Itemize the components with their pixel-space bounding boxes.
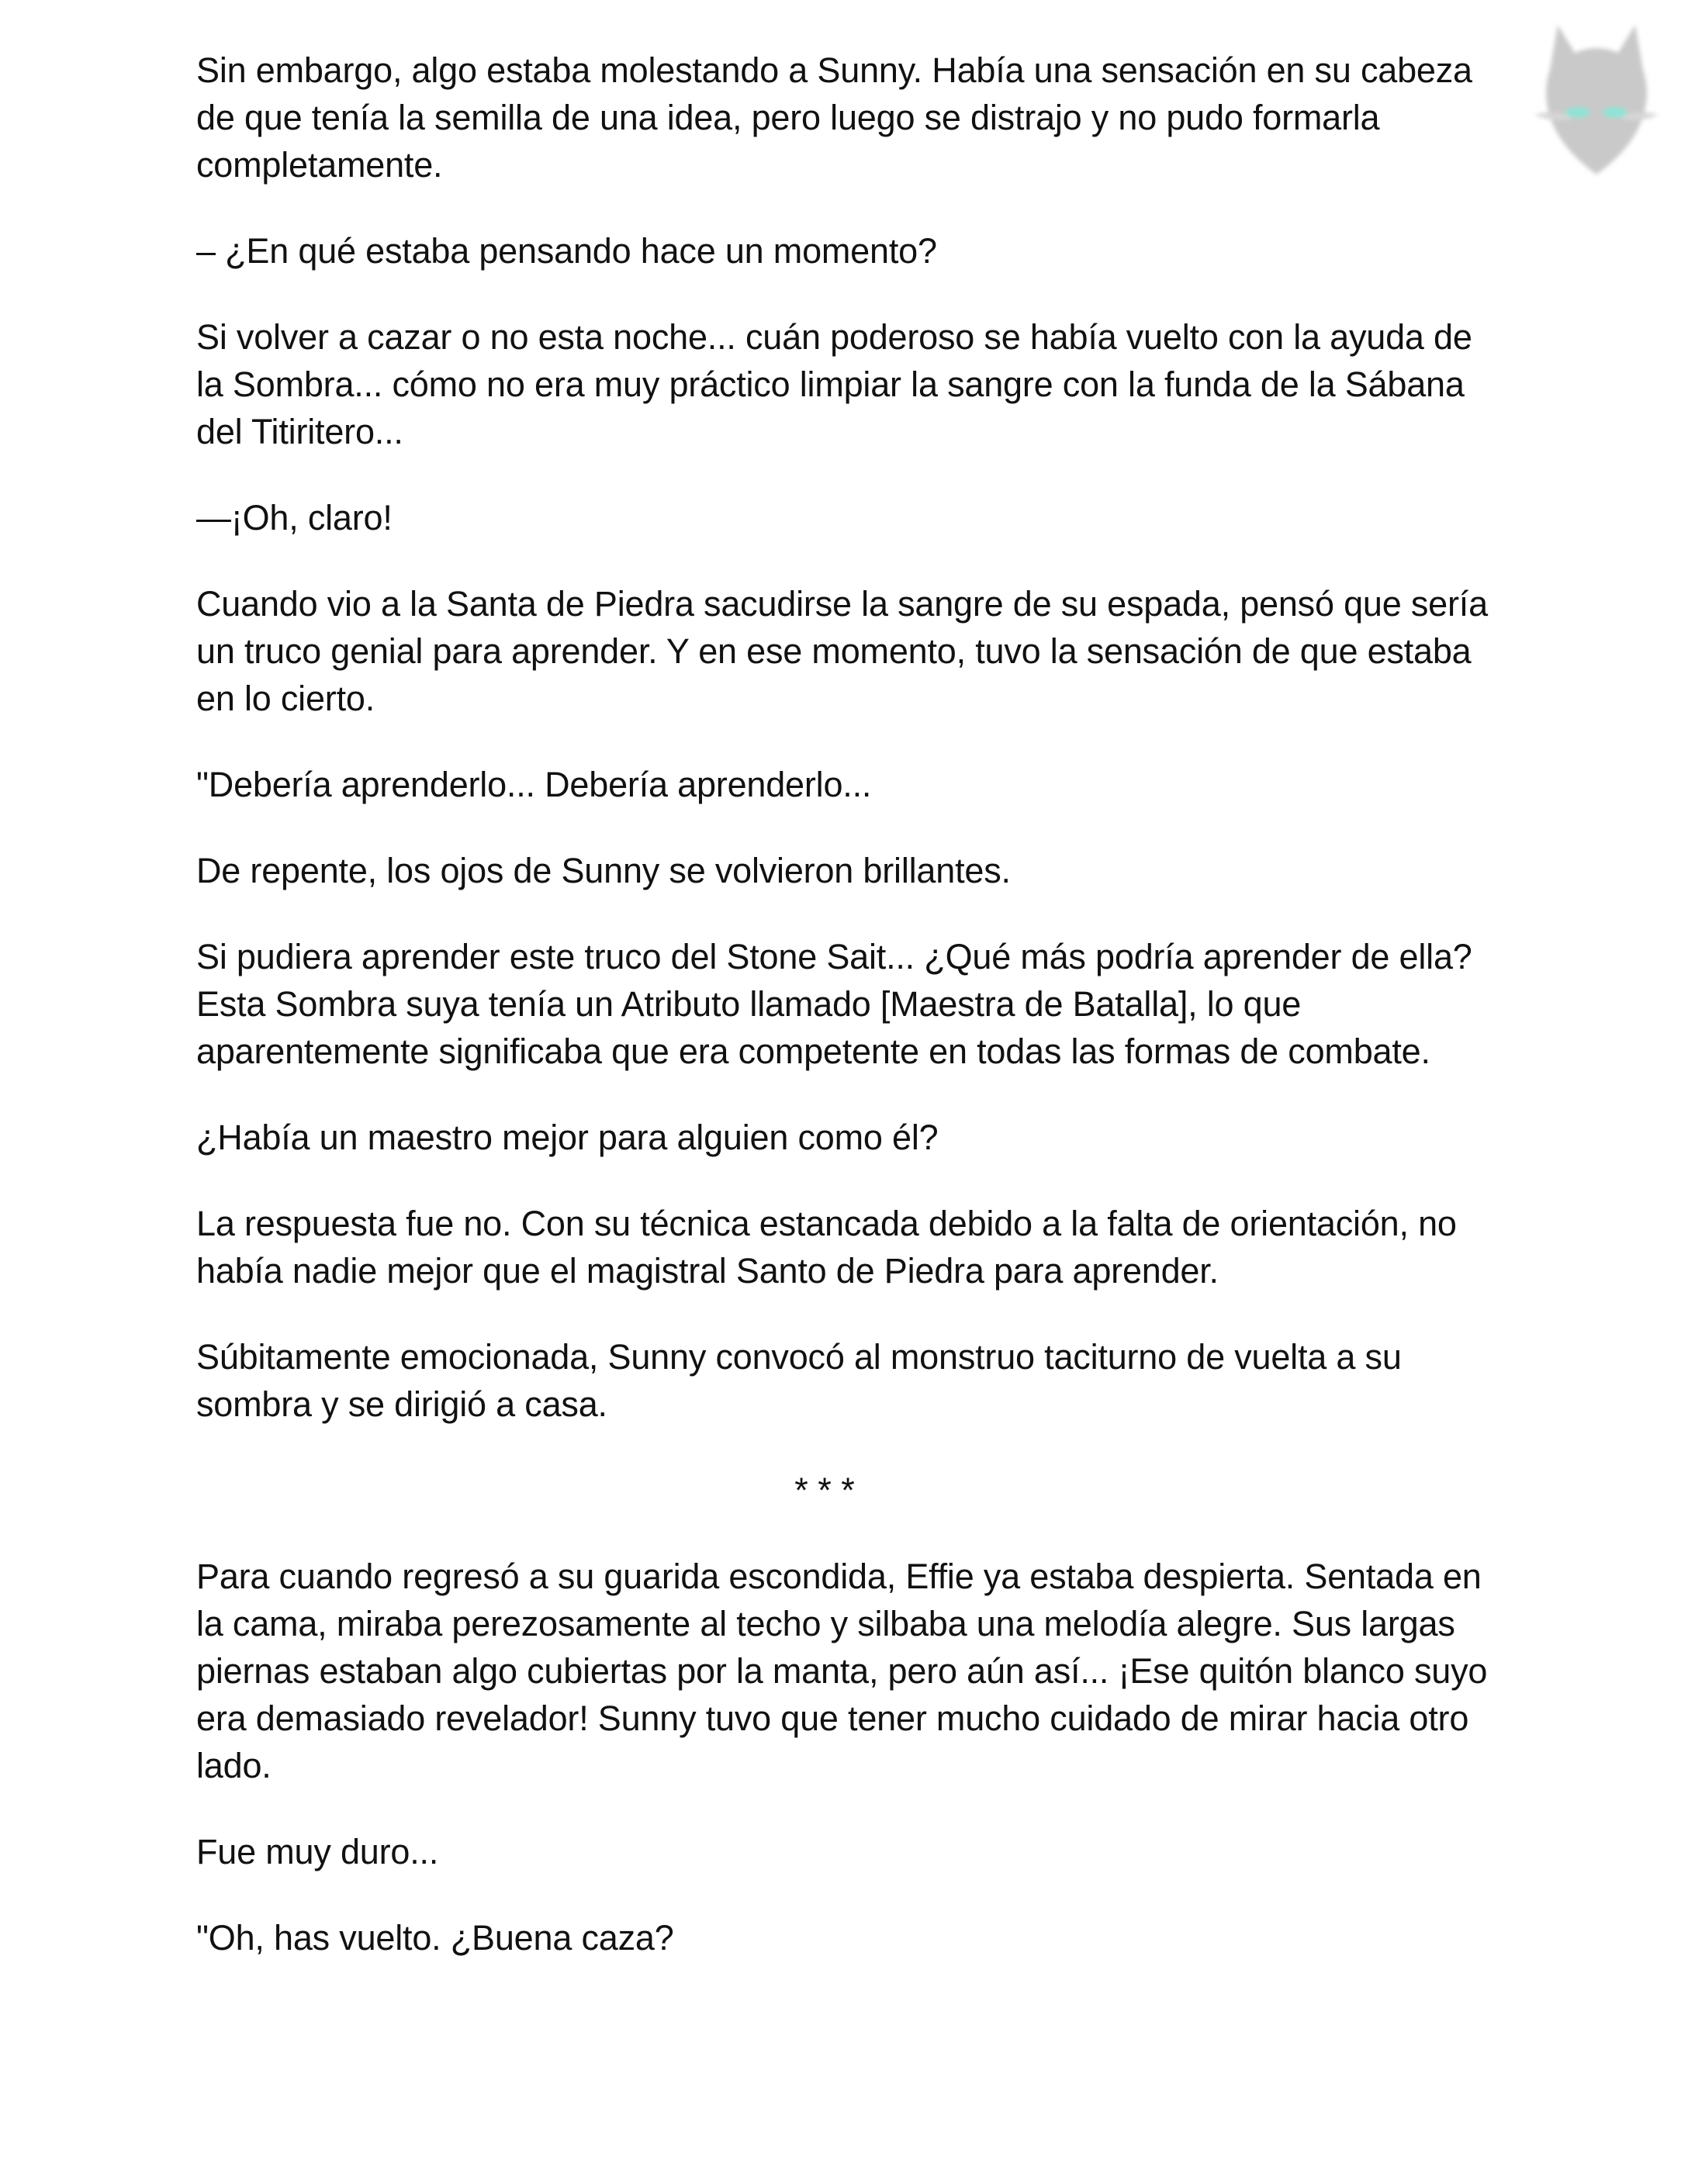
paragraph: De repente, los ojos de Sunny se volvieron brillantes. (196, 851, 1011, 890)
demon-head-logo-icon (1527, 16, 1666, 186)
paragraph: Para cuando regresó a su guarida escondida, Effie ya estaba despierta. Sentada en la cama, miraba perezosamente al techo y silbaba una melodía alegre. Sus largas piernas estaban algo cubiertas por la manta, pero aún así... ¡Ese quitón blanco suyo era demasiado revelador! Sunny tuvo que tener mucho cuidado de mirar hacia otro lado. (196, 1557, 1488, 1785)
paragraph: Si volver a cazar o no esta noche... cuán poderoso se había vuelto con la ayuda de la Sombra... cómo no era muy práctico limpiar la sangre con la funda de la Sábana del Titiritero... (196, 317, 1472, 451)
paragraph: – ¿En qué estaba pensando hace un momento? (196, 231, 937, 271)
paragraph: —¡Oh, claro! (196, 498, 393, 537)
paragraph: ¿Había un maestro mejor para alguien como él? (196, 1118, 939, 1157)
paragraph: Súbitamente emocionada, Sunny convocó al monstruo taciturno de vuelta a su sombra y se dirigió a casa. (196, 1337, 1402, 1424)
paragraph: Cuando vio a la Santa de Piedra sacudirse la sangre de su espada, pensó que sería un truco genial para aprender. Y en ese momento, tuvo la sensación de que estaba en lo cierto. (196, 584, 1488, 718)
scene-divider: * * * (794, 1470, 855, 1510)
paragraph: Fue muy duro... (196, 1832, 439, 1871)
paragraph: "Debería aprenderlo... Debería aprenderlo... (196, 765, 872, 804)
paragraph: La respuesta fue no. Con su técnica estancada debido a la falta de orientación, no había nadie mejor que el magistral Santo de Piedra para aprender. (196, 1204, 1457, 1291)
paragraph: "Oh, has vuelto. ¿Buena caza? (196, 1918, 674, 1958)
document-body (196, 47, 1499, 2000)
paragraph: Sin embargo, algo estaba molestando a Sunny. Había una sensación en su cabeza de que tenía la semilla de una idea, pero luego se distrajo y no pudo formarla completamente. (196, 50, 1472, 185)
paragraph: Si pudiera aprender este truco del Stone Sait... ¿Qué más podría aprender de ella? Esta Sombra suya tenía un Atributo llamado [Maestra de Batalla], lo que aparentemente significaba que era competente en todas las formas de combate. (196, 937, 1472, 1071)
